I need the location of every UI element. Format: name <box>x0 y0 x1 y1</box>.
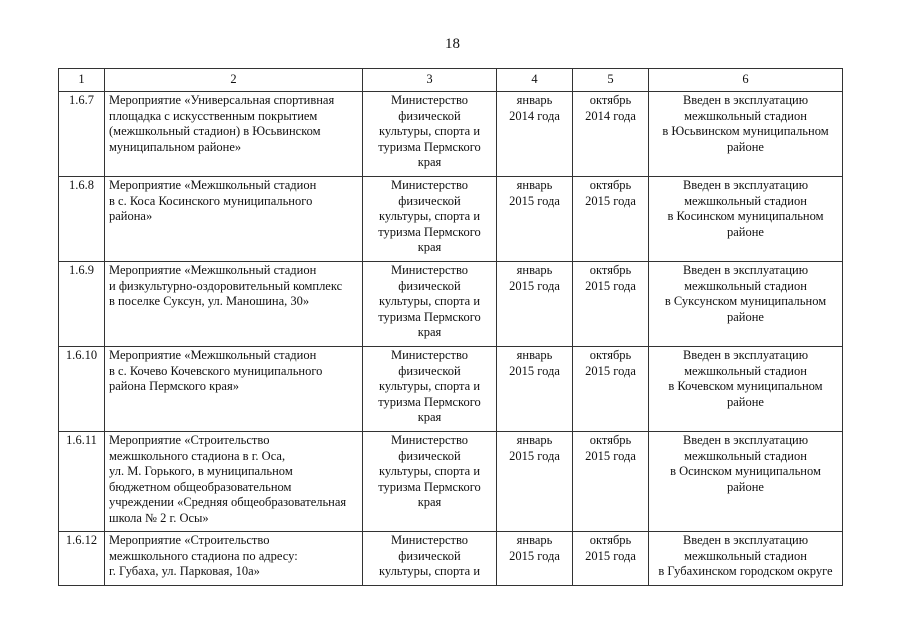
result <box>649 92 843 177</box>
end-date-text: октябрь 2015 года <box>585 263 636 293</box>
row-number: 1.6.9 <box>59 262 105 347</box>
events-table <box>58 68 843 586</box>
row-number: 1.6.11 <box>59 432 105 532</box>
event-text: Мероприятие «Межшкольный стадион и физкультурно-оздоровительный комплекс в поселке Суксун, ул. Маношина, 30» <box>109 263 343 308</box>
start-date-text: январь 2014 года <box>509 93 560 123</box>
column-header-1: 1 <box>59 69 105 92</box>
column-header-4: 4 <box>497 69 573 92</box>
end-date-text: октябрь 2015 года <box>585 178 636 208</box>
table-row <box>59 262 843 347</box>
start-date-text: январь 2015 года <box>509 178 560 208</box>
executor <box>363 177 497 262</box>
end-date-text: октябрь 2015 года <box>585 533 636 563</box>
end-date-text: октябрь 2014 года <box>585 93 636 123</box>
start-date-text: январь 2015 года <box>509 533 560 563</box>
result-text: Введен в эксплуатацию межшкольный стадион в Осинском муниципальном районе <box>670 433 821 494</box>
start-date <box>497 532 573 586</box>
start-date <box>497 432 573 532</box>
result-text: Введен в эксплуатацию межшкольный стадион в Суксунском муниципальном районе <box>664 263 827 324</box>
column-header-2: 2 <box>105 69 363 92</box>
event-text: Мероприятие «Строительство межшкольного стадиона в г. Оса, ул. М. Горького, в муниципальном бюджетном общеобразовательном учреждении «Средняя общеобразовательная школа № 2 г. Осы» <box>109 433 347 525</box>
page-number: 18 <box>445 36 460 52</box>
row-number: 1.6.7 <box>59 92 105 177</box>
result-text: Введен в эксплуатацию межшкольный стадион в Косинском муниципальном районе <box>667 178 824 239</box>
end-date-text: октябрь 2015 года <box>585 433 636 463</box>
end-date <box>573 92 649 177</box>
result-text: Введен в эксплуатацию межшкольный стадион в Кочевском муниципальном районе <box>668 348 823 409</box>
executor-text: Министерство физической культуры, спорта и туризма Пермского края <box>378 263 481 339</box>
column-header-5: 5 <box>573 69 649 92</box>
row-number: 1.6.8 <box>59 177 105 262</box>
start-date <box>497 177 573 262</box>
start-date-text: январь 2015 года <box>509 433 560 463</box>
executor <box>363 532 497 586</box>
executor-text: Министерство физической культуры, спорта и туризма Пермского края <box>378 178 481 254</box>
executor-text: Министерство физической культуры, спорта и туризма Пермского края <box>378 433 481 509</box>
event-text: Мероприятие «Межшкольный стадион в с. Кочево Кочевского муниципального района Пермского края» <box>109 348 323 393</box>
table-row <box>59 347 843 432</box>
result <box>649 262 843 347</box>
start-date-text: январь 2015 года <box>509 348 560 378</box>
event-name <box>105 432 363 532</box>
row-number: 1.6.10 <box>59 347 105 432</box>
result-text: Введен в эксплуатацию межшкольный стадион в Губахинском городском округе <box>658 533 833 578</box>
end-date <box>573 532 649 586</box>
start-date-text: январь 2015 года <box>509 263 560 293</box>
result <box>649 347 843 432</box>
event-name <box>105 532 363 586</box>
result-text: Введен в эксплуатацию межшкольный стадион в Юсьвинском муниципальном районе <box>662 93 829 154</box>
executor-text: Министерство физической культуры, спорта и <box>378 533 481 578</box>
table-row <box>59 432 843 532</box>
executor-text: Министерство физической культуры, спорта и туризма Пермского края <box>378 93 481 169</box>
table-header-row <box>59 69 843 92</box>
event-text: Мероприятие «Универсальная спортивная площадка с искусственным покрытием (межшкольный стадион) в Юсьвинском муниципальном районе» <box>109 93 335 154</box>
result <box>649 532 843 586</box>
executor <box>363 432 497 532</box>
event-name <box>105 92 363 177</box>
table-row <box>59 177 843 262</box>
column-header-3: 3 <box>363 69 497 92</box>
end-date <box>573 262 649 347</box>
column-header-6: 6 <box>649 69 843 92</box>
result <box>649 432 843 532</box>
end-date <box>573 177 649 262</box>
result <box>649 177 843 262</box>
executor <box>363 347 497 432</box>
start-date <box>497 92 573 177</box>
end-date <box>573 347 649 432</box>
start-date <box>497 347 573 432</box>
start-date <box>497 262 573 347</box>
executor <box>363 92 497 177</box>
event-name <box>105 177 363 262</box>
event-name <box>105 347 363 432</box>
end-date-text: октябрь 2015 года <box>585 348 636 378</box>
end-date <box>573 432 649 532</box>
event-name <box>105 262 363 347</box>
executor <box>363 262 497 347</box>
row-number: 1.6.12 <box>59 532 105 586</box>
table-row <box>59 92 843 177</box>
table-row <box>59 532 843 586</box>
event-text: Мероприятие «Строительство межшкольного стадиона по адресу: г. Губаха, ул. Парковая, 10а» <box>109 533 298 578</box>
event-text: Мероприятие «Межшкольный стадион в с. Коса Косинского муниципального района» <box>109 178 317 223</box>
executor-text: Министерство физической культуры, спорта и туризма Пермского края <box>378 348 481 424</box>
